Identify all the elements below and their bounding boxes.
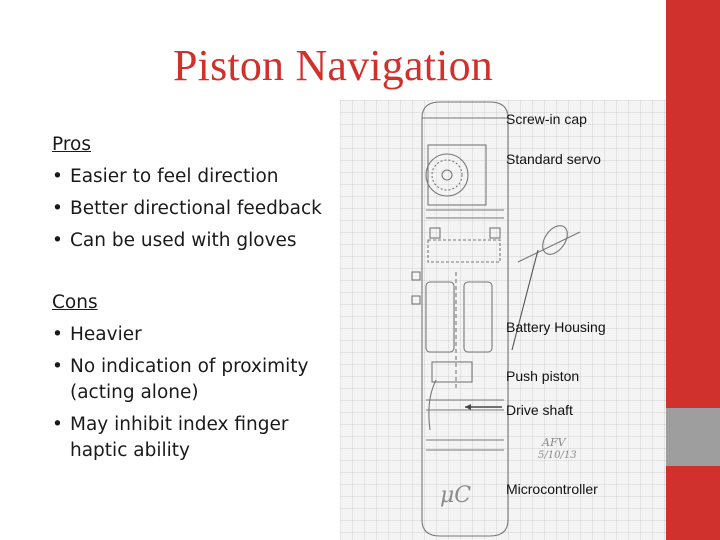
slide-title: Piston Navigation [173,41,493,90]
gear-teeth [432,160,462,190]
battery-left [426,282,454,352]
pros-section [52,129,332,257]
date-handwritten: 5/10/13 [538,450,577,461]
cons-item-text: May inhibit index finger haptic ability [70,414,289,461]
label-battery-housing: Battery Housing [506,319,606,335]
battery-right [464,282,492,352]
cons-item-text: No indication of proximity (acting alone) [70,356,309,403]
pros-item-text: Easier to feel direction [70,166,279,187]
pros-item [52,225,332,257]
pros-heading: Pros [52,134,91,155]
cons-item [52,319,332,351]
pros-item-text: Better directional feedback [70,198,322,219]
servo-box [428,145,486,205]
label-microcontroller: Microcontroller [506,481,598,497]
gear-hub [442,170,452,180]
piston-sketch [538,221,573,259]
cons-section [52,287,332,467]
device-drawing [340,100,666,540]
pros-item [52,161,332,193]
piston [432,362,472,382]
bullet: • [52,324,63,345]
label-screw-cap: Screw-in cap [506,111,587,127]
label-standard-servo: Standard servo [506,151,601,167]
wire [429,380,436,430]
bullet: • [52,356,63,377]
pros-item [52,193,332,225]
device-sketch [340,100,666,540]
label-push-piston: Push piston [506,368,580,384]
uc-handwritten: μC [440,483,472,508]
body-outline [422,102,508,536]
bullet: • [52,198,63,219]
bullet: • [52,166,63,187]
rack [428,240,500,262]
label-drive-shaft: Drive shaft [506,402,573,418]
cons-heading: Cons [52,292,98,313]
cons-item-text: Heavier [70,324,142,345]
initials-handwritten: AFV [542,436,566,449]
pros-item-text: Can be used with gloves [70,230,297,251]
cons-item [52,351,332,409]
bullet: • [52,414,63,435]
cons-item [52,409,332,467]
accent-bar-gray-block [666,408,720,466]
bullet: • [52,230,63,251]
